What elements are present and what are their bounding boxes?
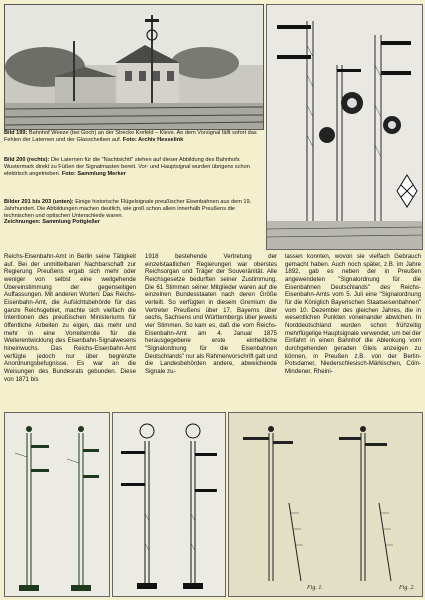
photo-weeze-illustration [5, 5, 263, 129]
caption-bilder-201-203 [4, 199, 262, 226]
text-column-2 [145, 253, 277, 376]
photo-wustermark-illustration [267, 5, 422, 249]
drawing-203-illustration [229, 413, 422, 596]
caption-bild-200 [4, 157, 262, 177]
drawing-signal-203 [228, 412, 423, 597]
caption-bild-199 [4, 130, 262, 144]
figure-1-label: Fig. 1. [307, 585, 323, 591]
caption-201-label: Bilder 201 bis 203 (unten): [4, 199, 74, 205]
caption-201-text: Einige historische Flügelsignale preußischer Eisenbahnen aus dem 19. Jahrhundert. Die Abbildungen machen deutlich, wie groß schon allein innerhalb Preußens die technischen und optischen Unterschiede waren. [4, 199, 252, 219]
photo-bahnhof-wustermark [266, 4, 423, 250]
photo-bahnhof-weeze [4, 4, 264, 130]
caption-200-credit: Foto: Sammlung Merker [61, 170, 126, 177]
caption-200-text: Die Laternen für die "Nachtsichtt" stehen auf dieser Abbildung des Bahnhofs Wustermark direkt zu Füßen der Signalmasten bereit. Vor- und Hauptsignal wurden übrigens schon elektrisch angetrieben. [4, 157, 250, 177]
figure-2-label: Fig. 2. [399, 585, 415, 591]
text-column-3 [285, 253, 421, 376]
drawing-201-illustration [5, 413, 109, 596]
text-column-1 [4, 253, 136, 383]
drawing-signal-202 [112, 412, 226, 597]
caption-199-label: Bild 199: [4, 130, 28, 136]
caption-199-text: Bahnhof Weeze (bei Goch) an der Strecke Krefeld – Kleve. An dem Vorsignal fällt sofort das Fehlen der Laternen und der Glasscheiben auf. [4, 130, 257, 143]
caption-200-label: Bild 200 (rechts): [4, 157, 50, 163]
drawing-202-illustration [113, 413, 225, 596]
column-1-text: Reichs-Eisenbahn-Amt in Berlin seine Tätigkeit auf. Bei der unmittelbaren Nachbarschaft zur Regierung Preußens ergab sich mehr oder weniger von selbst eine weitgehende Übereinstimmung der gegenseitigen Auffassungen. Mit anderen Worten: Das Reichs-Eisenbahn-Amt, die Aufsichtsbehörde für das ganze Reichsgebiet, machte sich vielfach die Intentionen des preußischen Ministeriums für öffentliche Arbeiten zu eigen, das mehr und mehr in eine Vorreiterrolle für die Weiterentwicklung des Eisenbahn-Signalwesens hineinwuchs. Das Reichs-Eisenbahn-Amt verfügte jedoch nur über begrenzte Anordnungsbefugnisse. Es war an die Weisungen des Bundesrats gebunden. Diese von 1871 bis [4, 253, 136, 383]
drawing-signal-201 [4, 412, 110, 597]
caption-199-credit: Foto: Archiv Hesselink [122, 136, 184, 143]
column-3-text: lassen konnten, wovon sie vielfach Gebrauch gemacht haben. Auch noch später, z.B. im Jahre 1892, gab es neben der in Preußen angewendeten "Signalordnung für die Eisenbahnen Deutschlands" des Reichs-Eisenbahn-Amts vom 5. Juli eine "Signalordnung für die Königlich Bayerischen Staatseisenbahnen" vom 10. Dezember des gleichen Jahres, die in wesentlichen Punkten voneinander abwichen. In Norddeutschland wurden schon frühzeitig mehrflügelige Hauptsignale verwendet, um bei der Einfahrt in einen Bahnhof die Ablenkung vom durchgehenden geraden Gleis anzeigen zu können, in Preußen z.B. von der Berlin-Potsdamer, Niederschlesisch-Märkischen, Cöln-Mindener, Rheini- [285, 253, 421, 375]
caption-201-credit: Zeichnungen: Sammlung Pottgießer [4, 219, 101, 226]
column-2-text: 1918 bestehende Vertretung der einzelstaatlichen Regierungen war oberstes Reichsorgan und Träger der Souveränität. Alle Reichsgesetze bedurften seiner Zustimmung. Die 61 Stimmen seiner Mitglieder waren auf die einzelnen Bundesstaaten nach deren Größe verteilt. So verfügten in diesem Gremium die Vertreter Preußens über 17, Bayerns über sechs, Sachsens und Württembergs über jeweils vier Stimmen. So kam es, daß die vom Reichs-Eisenbahn-Amt am 4. Januar 1875 herausgegebene erste einheitliche "Signalordnung für die Eisenbahnen Deutschlands" nur als Rahmenvorschrift galt und die Landesbehörden andere, abweichende Signale zu- [145, 253, 277, 375]
